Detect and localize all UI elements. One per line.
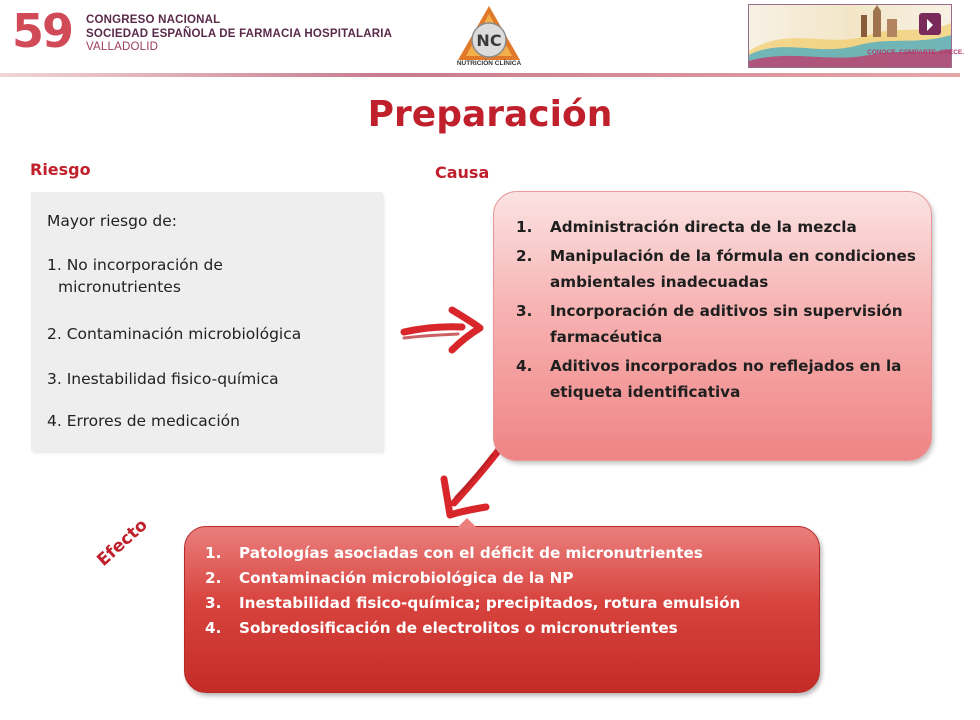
efecto-item-4-number: 4. xyxy=(205,619,222,637)
congress-city: VALLADOLID xyxy=(86,41,159,53)
causa-item-4 xyxy=(516,353,921,405)
causa-list xyxy=(516,214,921,408)
causa-item-3-text: Incorporación de aditivos sin supervisión farmacéutica xyxy=(550,302,903,346)
efecto-item-1-text: Patologías asociadas con el déficit de micronutrientes xyxy=(239,544,703,562)
causa-item-2-number: 2. xyxy=(516,247,533,265)
riesgo-label: Riesgo xyxy=(30,160,91,179)
valladolid-logo xyxy=(748,4,965,68)
causa-item-4-number: 4. xyxy=(516,357,533,375)
riesgo-intro: Mayor riesgo de: xyxy=(47,212,177,230)
efecto-item-4 xyxy=(205,616,795,641)
arrow-right-icon xyxy=(400,302,485,357)
congress-logo xyxy=(12,4,393,60)
arrow-down-icon xyxy=(436,445,506,520)
efecto-list xyxy=(205,541,795,641)
efecto-item-3-number: 3. xyxy=(205,594,222,612)
header-divider xyxy=(0,73,960,77)
efecto-item-2-text: Contaminación microbiológica de la NP xyxy=(239,569,574,587)
causa-item-1-text: Administración directa de la mezcla xyxy=(550,218,857,236)
nc-logo-text: NC xyxy=(476,31,502,50)
nc-logo-emblem xyxy=(450,4,528,62)
efecto-item-2-number: 2. xyxy=(205,569,222,587)
riesgo-item-1: 1. No incorporación de xyxy=(47,256,223,274)
riesgo-item-3: 3. Inestabilidad fisico-química xyxy=(47,370,279,388)
efecto-label: Efecto xyxy=(93,515,152,571)
causa-item-2 xyxy=(516,243,921,295)
efecto-item-1-number: 1. xyxy=(205,544,222,562)
causa-item-1-number: 1. xyxy=(516,218,533,236)
slide-title: Preparación xyxy=(367,94,613,135)
causa-item-3 xyxy=(516,298,921,350)
riesgo-box xyxy=(31,192,382,451)
efecto-box xyxy=(184,526,820,693)
nutricion-clinica-logo xyxy=(450,4,528,70)
congress-number: 59 xyxy=(12,4,73,58)
riesgo-item-4: 4. Errores de medicación xyxy=(47,412,240,430)
causa-item-4-text: Aditivos incorporados no reflejados en la etiqueta identificativa xyxy=(550,357,902,401)
nc-logo-caption: NUTRICIÓN CLÍNICA xyxy=(456,60,522,67)
congress-title-line2: SOCIEDAD ESPAÑOLA DE FARMACIA HOSPITALARIA xyxy=(86,28,393,40)
causa-box xyxy=(493,191,932,461)
riesgo-item-1-continuation: micronutrientes xyxy=(58,278,181,296)
efecto-item-1 xyxy=(205,541,795,566)
causa-item-2-text: Manipulación de la fórmula en condiciones ambientales inadecuadas xyxy=(550,247,916,291)
efecto-item-2 xyxy=(205,566,795,591)
causa-item-3-number: 3. xyxy=(516,302,533,320)
valladolid-skyline-graphic xyxy=(749,5,951,67)
valladolid-logo-tagline: CONOCE. COMPARTE. CRECE. xyxy=(867,49,965,56)
causa-item-1 xyxy=(516,214,921,240)
efecto-item-4-text: Sobredosificación de electrolitos o micronutrientes xyxy=(239,619,678,637)
efecto-item-3-text: Inestabilidad fisico-química; precipitados, rotura emulsión xyxy=(239,594,741,612)
riesgo-item-2: 2. Contaminación microbiológica xyxy=(47,325,302,343)
congress-title-line1: CONGRESO NACIONAL xyxy=(86,14,221,26)
causa-label: Causa xyxy=(435,163,490,182)
efecto-box-pointer xyxy=(457,518,477,528)
efecto-item-3 xyxy=(205,591,795,616)
